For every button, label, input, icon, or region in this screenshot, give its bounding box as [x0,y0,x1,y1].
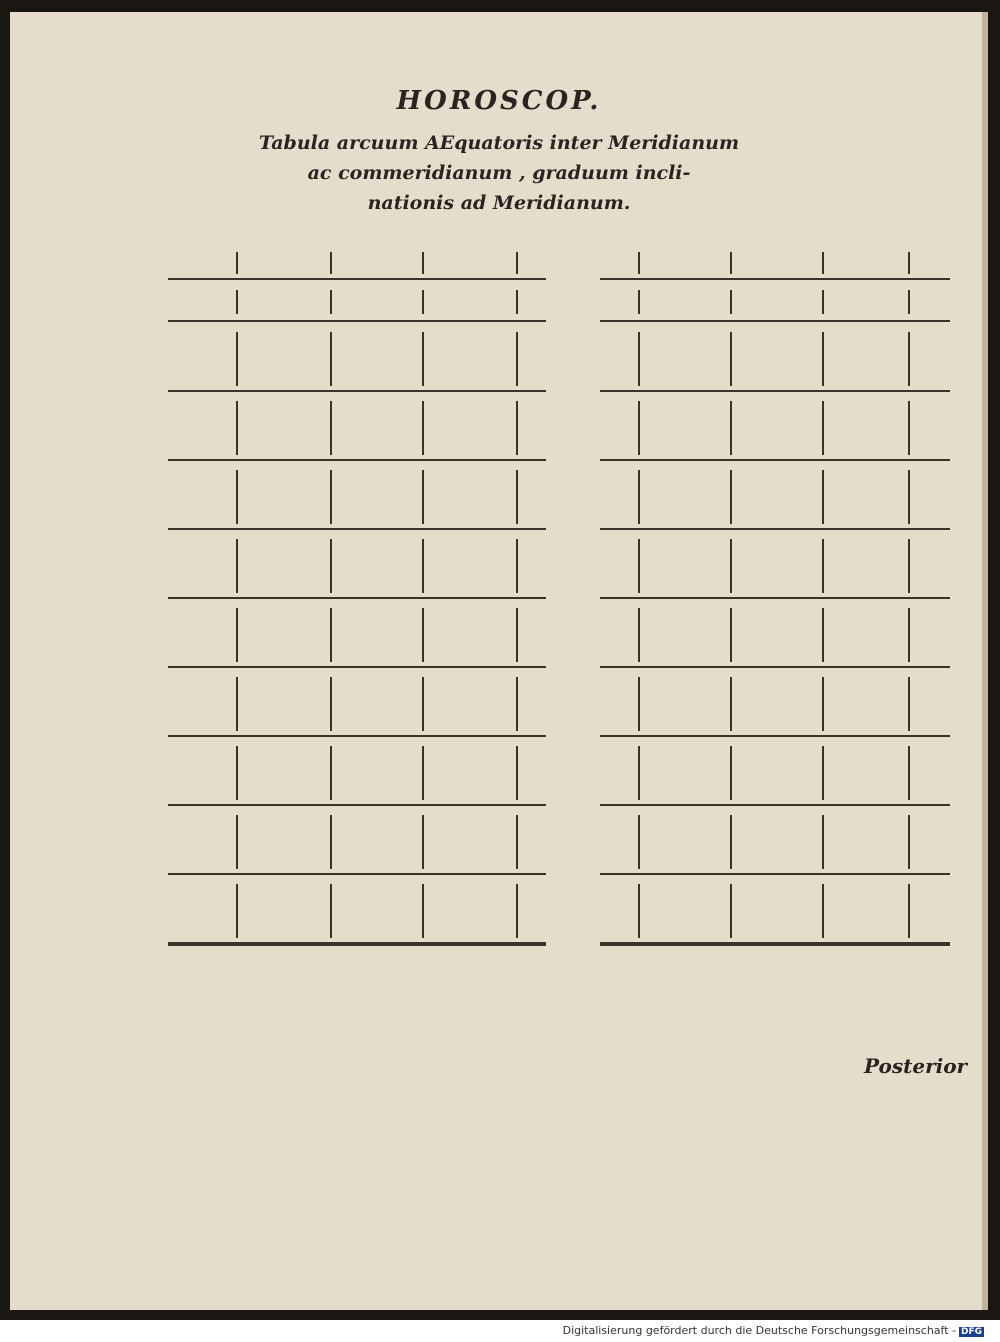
right-block-divider [908,677,910,731]
right-block-divider [908,884,910,938]
right-block-divider [822,539,824,593]
right-block-divider [908,470,910,524]
left-block-divider [330,884,332,938]
left-block-divider [516,332,518,386]
left-block-divider [330,677,332,731]
right-block-divider [908,608,910,662]
left-block-divider [330,815,332,869]
right-block-divider [730,539,732,593]
left-head-tick [330,252,332,274]
right-block-divider [822,815,824,869]
left-block-divider [516,401,518,455]
left-block-divider [236,815,238,869]
left-block-divider [422,332,424,386]
left-subhead-tick [516,290,518,314]
right-head-tick [908,252,910,274]
dfg-logo: DFG [960,1327,982,1337]
right-head-tick [638,252,640,274]
left-block-divider [330,332,332,386]
left-block-divider [330,539,332,593]
left-block-rule [168,597,546,599]
left-block-rule [168,873,546,875]
left-subhead-tick [330,290,332,314]
left-block-divider [236,746,238,800]
right-subhead-tick [730,290,732,314]
right-block-divider [638,884,640,938]
right-block-divider [730,401,732,455]
left-block-divider [516,470,518,524]
book-page [10,12,988,1310]
left-block-rule [168,804,546,806]
left-block-rule [168,942,546,946]
subtitle-line-2: ac commeridianum , graduum incli- [307,162,691,184]
digitization-footer [563,1324,984,1337]
left-head-tick [422,252,424,274]
right-block-divider [638,401,640,455]
left-block-divider [236,401,238,455]
right-block-divider [822,677,824,731]
left-head-rule [168,278,546,280]
right-block-divider [908,332,910,386]
left-block-divider [422,608,424,662]
right-block-divider [908,539,910,593]
left-block-divider [516,608,518,662]
subtitle-line-3: nationis ad Meridianum. [367,192,631,214]
left-head-tick [236,252,238,274]
right-block-rule [600,942,950,946]
right-head-rule [600,278,950,280]
right-block-divider [638,815,640,869]
left-block-divider [236,608,238,662]
left-block-rule [168,528,546,530]
left-subhead-tick [422,290,424,314]
left-block-divider [330,608,332,662]
right-block-divider [730,884,732,938]
right-block-divider [908,401,910,455]
right-block-divider [638,677,640,731]
right-subhead-rule [600,320,950,322]
right-subhead-tick [822,290,824,314]
right-block-divider [822,332,824,386]
left-block-divider [236,677,238,731]
right-block-divider [730,608,732,662]
left-block-divider [422,677,424,731]
right-block-divider [638,332,640,386]
right-block-divider [730,677,732,731]
right-block-divider [908,815,910,869]
right-block-divider [730,332,732,386]
right-block-divider [822,746,824,800]
right-block-divider [822,608,824,662]
right-block-rule [600,873,950,875]
left-block-divider [236,884,238,938]
left-block-divider [422,815,424,869]
footer-text: Digitalisierung gefördert durch die Deutsche Forschungsgemeinschaft - [562,1324,956,1337]
right-block-divider [822,884,824,938]
left-block-divider [422,401,424,455]
right-block-rule [600,528,950,530]
left-block-divider [516,884,518,938]
left-block-divider [422,470,424,524]
right-block-divider [822,401,824,455]
left-block-divider [422,539,424,593]
right-subhead-tick [908,290,910,314]
left-subhead-rule [168,320,546,322]
right-block-divider [638,608,640,662]
left-block-divider [516,815,518,869]
left-block-divider [236,470,238,524]
right-block-rule [600,597,950,599]
left-block-rule [168,390,546,392]
right-block-divider [638,539,640,593]
left-block-rule [168,459,546,461]
right-block-divider [730,746,732,800]
right-subhead-tick [638,290,640,314]
left-block-divider [422,884,424,938]
right-block-divider [730,470,732,524]
right-block-rule [600,390,950,392]
left-block-divider [330,401,332,455]
right-block-divider [908,746,910,800]
catchword: Posterior [864,1054,968,1078]
right-head-tick [730,252,732,274]
left-block-divider [422,746,424,800]
right-block-rule [600,735,950,737]
left-block-rule [168,735,546,737]
page-heading: HOROSCOP. [396,86,602,116]
left-block-divider [236,332,238,386]
right-head-tick [822,252,824,274]
right-block-divider [730,815,732,869]
left-block-rule [168,666,546,668]
right-block-rule [600,804,950,806]
subtitle-line-1: Tabula arcuum AEquatoris inter Meridianum [258,132,740,154]
right-block-divider [638,470,640,524]
left-block-divider [330,746,332,800]
left-head-tick [516,252,518,274]
left-block-divider [516,677,518,731]
right-block-rule [600,666,950,668]
right-block-divider [638,746,640,800]
left-block-divider [236,539,238,593]
right-block-divider [822,470,824,524]
right-block-rule [600,459,950,461]
left-block-divider [330,470,332,524]
left-block-divider [516,539,518,593]
left-block-divider [516,746,518,800]
left-subhead-tick [236,290,238,314]
